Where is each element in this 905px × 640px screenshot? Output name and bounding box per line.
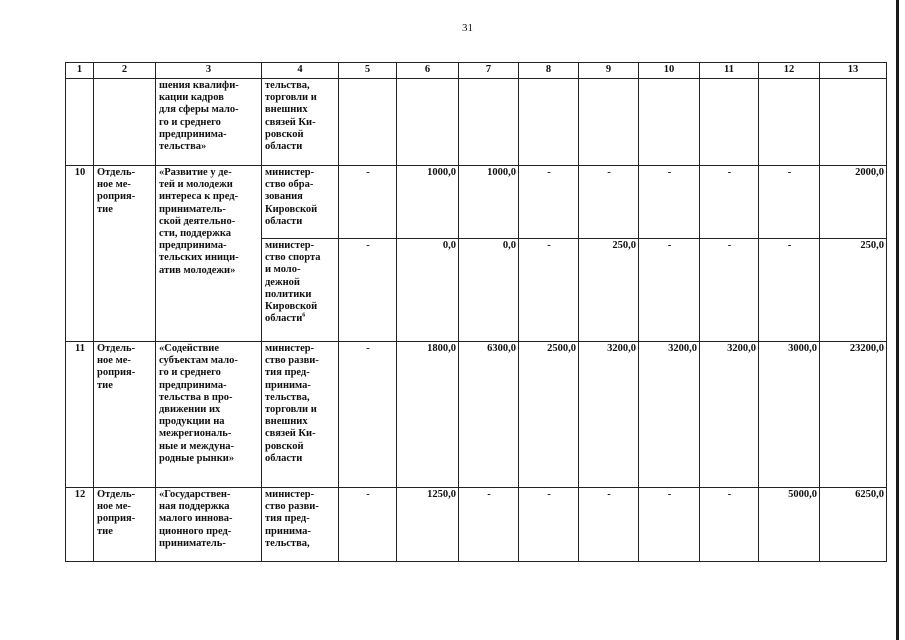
col-header: 4 bbox=[262, 63, 339, 79]
value-cell: - bbox=[759, 166, 820, 239]
executor-cell: тельства, торговли и внешних связей Ки- ровской области bbox=[262, 79, 339, 166]
executor-cell bbox=[262, 239, 339, 342]
empty-cell bbox=[66, 79, 94, 166]
row-number: 12 bbox=[66, 488, 94, 562]
value-cell: - bbox=[700, 239, 759, 342]
event-type-cell: Отдель- ное ме- роприя- тие bbox=[94, 166, 156, 342]
value-cell: - bbox=[700, 488, 759, 562]
col-header: 2 bbox=[94, 63, 156, 79]
col-header: 13 bbox=[820, 63, 887, 79]
row-number: 10 bbox=[66, 166, 94, 342]
value-cell: 0,0 bbox=[397, 239, 459, 342]
col-header: 1 bbox=[66, 63, 94, 79]
col-header: 10 bbox=[639, 63, 700, 79]
value-cell: - bbox=[639, 488, 700, 562]
event-name-cell: «Государствен- ная поддержка малого иннова- ционного пред- приниматель- bbox=[156, 488, 262, 562]
event-name-cell: шения квалифи- кации кадров для сферы мало- го и среднего предпринима- тельства» bbox=[156, 79, 262, 166]
footnote-mark: 6 bbox=[302, 312, 306, 319]
value-cell: 3200,0 bbox=[579, 342, 639, 488]
col-header: 5 bbox=[339, 63, 397, 79]
value-cell: - bbox=[519, 166, 579, 239]
event-type-cell: Отдель- ное ме- роприя- тие bbox=[94, 342, 156, 488]
value-cell: - bbox=[639, 166, 700, 239]
value-cell: 1000,0 bbox=[397, 166, 459, 239]
value-cell: - bbox=[519, 239, 579, 342]
column-number-row bbox=[66, 63, 887, 79]
value-cell: 23200,0 bbox=[820, 342, 887, 488]
value-cell: - bbox=[579, 488, 639, 562]
event-type-cell: Отдель- ное ме- роприя- тие bbox=[94, 488, 156, 562]
col-header: 12 bbox=[759, 63, 820, 79]
value-cell: - bbox=[759, 239, 820, 342]
table-row-11 bbox=[66, 342, 887, 488]
value-cell: 6300,0 bbox=[459, 342, 519, 488]
value-cell: - bbox=[339, 239, 397, 342]
executor-cell: министер- ство обра- зования Кировской области bbox=[262, 166, 339, 239]
value-cell: - bbox=[639, 239, 700, 342]
value-cell: 1000,0 bbox=[459, 166, 519, 239]
event-name-cell: «Развитие у де- тей и молодежи интереса к пред- приниматель- ской деятельно- сти, поддержка предпринима- тельских иници- атив молодежи» bbox=[156, 166, 262, 342]
value-cell: 3200,0 bbox=[639, 342, 700, 488]
value-cell: - bbox=[339, 166, 397, 239]
value-cell: 2000,0 bbox=[820, 166, 887, 239]
col-header: 3 bbox=[156, 63, 262, 79]
col-header: 8 bbox=[519, 63, 579, 79]
col-header: 7 bbox=[459, 63, 519, 79]
executor-cell: министер- ство разви- тия пред- принима- тельства, bbox=[262, 488, 339, 562]
value-cell: 250,0 bbox=[579, 239, 639, 342]
col-header: 6 bbox=[397, 63, 459, 79]
page-number: 31 bbox=[462, 22, 473, 34]
table-row-10a bbox=[66, 166, 887, 239]
value-cell: 3000,0 bbox=[759, 342, 820, 488]
value-cell: - bbox=[519, 488, 579, 562]
value-cell: 0,0 bbox=[459, 239, 519, 342]
value-cell: - bbox=[700, 166, 759, 239]
col-header: 9 bbox=[579, 63, 639, 79]
value-cell: 5000,0 bbox=[759, 488, 820, 562]
value-cell: 3200,0 bbox=[700, 342, 759, 488]
value-cell: 6250,0 bbox=[820, 488, 887, 562]
executor-text: министер- ство спорта и моло- дежной политики Кировской области bbox=[265, 240, 321, 325]
value-cell: 250,0 bbox=[820, 239, 887, 342]
value-cell: 2500,0 bbox=[519, 342, 579, 488]
program-table bbox=[65, 62, 887, 562]
value-cell: 1800,0 bbox=[397, 342, 459, 488]
row-number: 11 bbox=[66, 342, 94, 488]
value-cell: - bbox=[579, 166, 639, 239]
value-cell: 1250,0 bbox=[397, 488, 459, 562]
value-cell: - bbox=[339, 488, 397, 562]
empty-cell bbox=[94, 79, 156, 166]
table-row-12 bbox=[66, 488, 887, 562]
col-header: 11 bbox=[700, 63, 759, 79]
value-cell: - bbox=[339, 342, 397, 488]
event-name-cell: «Содействие субъектам мало- го и среднего предпринима- тельства в про- движении их продукции на межрегиональ- ные и междуна- родные рынки» bbox=[156, 342, 262, 488]
scan-edge-line bbox=[896, 0, 899, 640]
continuation-row bbox=[66, 79, 887, 166]
value-cell: - bbox=[459, 488, 519, 562]
executor-cell: министер- ство разви- тия пред- принима- тельства, торговли и внешних связей Ки- ровской области bbox=[262, 342, 339, 488]
